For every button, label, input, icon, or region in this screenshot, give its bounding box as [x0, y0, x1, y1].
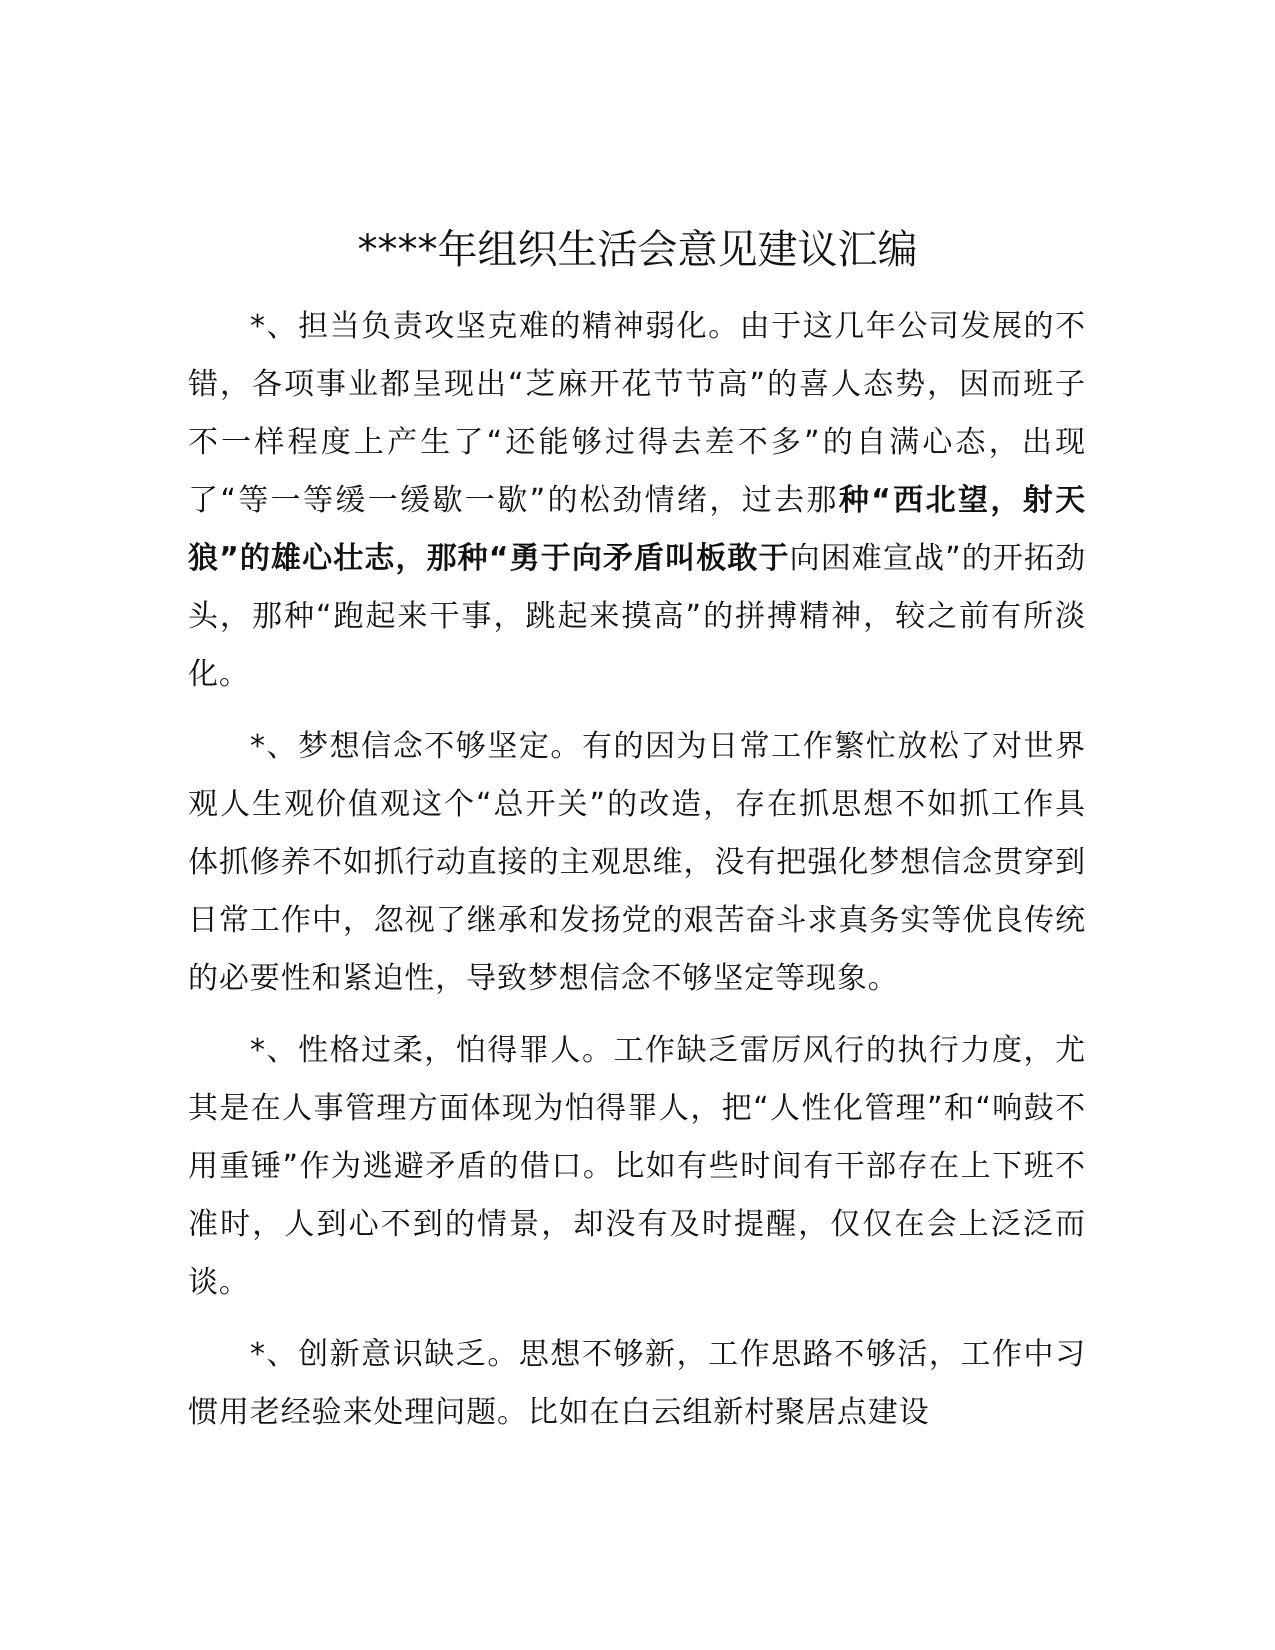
- paragraph-1-text-end: 向困难宣战”的开拓劲头，那种“跑起来干事，跳起来摸高”的拼搏精神，较之前有所淡化。: [188, 541, 1087, 692]
- paragraph-2: *、梦想信念不够坚定。有的因为日常工作繁忙放松了对世界观人生观价值观这个“总开关”的改造，存在抓思想不如抓工作具体抓修养不如抓行动直接的主观思维，没有把强化梦想信念贯穿到日常工作中，忽视了继承和发扬党的艰苦奋斗求真务实等优良传统的必要性和紧迫性，导致梦想信念不够坚定等现象。: [188, 729, 1086, 996]
- paragraph-1-emphasis: 种“西北望，射天狼”的雄心壮志，那种“勇于向矛盾叫板敢于: [188, 483, 1087, 576]
- paragraph-3: *、性格过柔，怕得罪人。工作缺乏雷厉风行的执行力度，尤其是在人事管理方面体现为怕得罪人，把“人性化管理”和“响鼓不用重锤”作为逃避矛盾的借口。比如有些时间有干部存在上下班不准时，人到心不到的情景，却没有及时提醒，仅仅在会上泛泛而谈。: [188, 1033, 1086, 1300]
- paragraph-4: *、创新意识缺乏。思想不够新，工作思路不够活，工作中习惯用老经验来处理问题。比如在白云组新村聚居点建设: [188, 1337, 1086, 1430]
- paragraph-1: [188, 298, 1086, 704]
- document-title: ****年组织生活会意见建议汇编: [357, 227, 918, 273]
- document-body: [188, 298, 1086, 1456]
- paragraph-1-text: *、担当负责攻坚克难的精神弱化。由于这几年公司发展的不错，各项事业都呈现出“芝麻开花节节高”的喜人态势，因而班子不一样程度上产生了“还能够过得去差不多”的自满心态，出现了“等一等缓一缓歇一歇”的松劲情绪，过去那: [188, 309, 1086, 518]
